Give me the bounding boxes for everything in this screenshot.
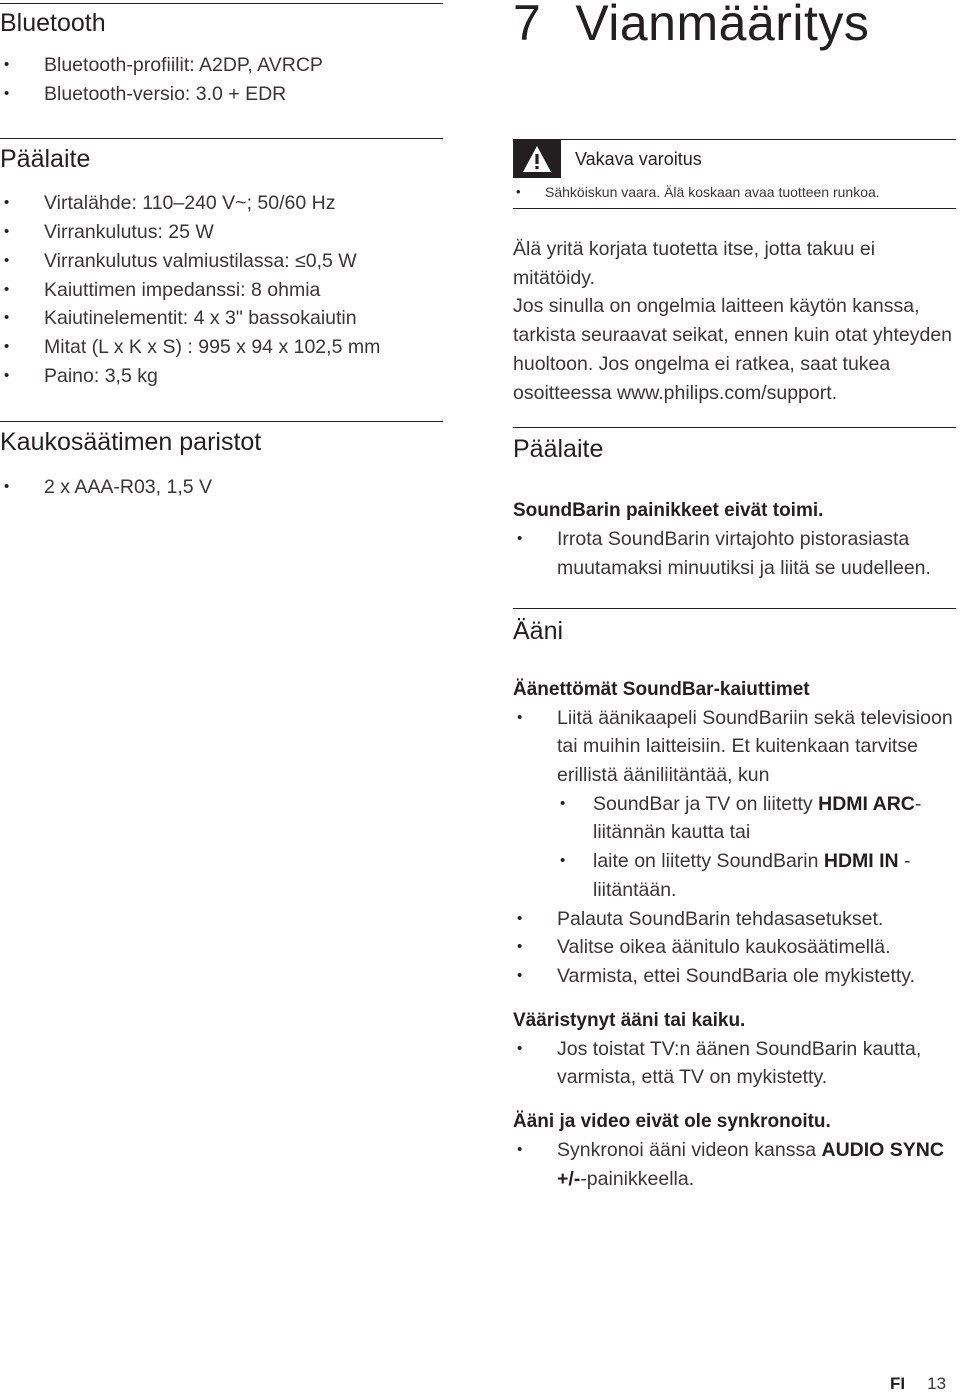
list-item: • Valitse oikea äänitulo kaukosäätimellä. [513,933,956,962]
list-item: • Palauta SoundBarin tehdasasetukset. [513,905,956,934]
list-item: • Kaiuttimen impedanssi: 8 ohmia [0,276,443,305]
list-item: • Bluetooth-versio: 3.0 + EDR [0,80,443,109]
list-item: • Paino: 3,5 kg [0,362,443,391]
intro-paragraph: Jos sinulla on ongelmia laitteen käytön kanssa, tarkista seuraavat seikat, ennen kuin otat yhteyden huoltoon. Jos ongelma ei ratkea, saat tukea osoitteessa www.philips.com/support. [513,295,953,404]
warning-box [513,139,956,209]
section-rule [0,138,443,139]
sub-list-item [557,847,956,904]
solution-list [513,1136,956,1193]
list-item: • Virtalähde: 110–240 V~; 50/60 Hz [0,189,443,218]
list-item: • Jos toistat TV:n äänen SoundBarin kautta, varmista, että TV on mykistetty. [513,1035,956,1092]
right-column [513,0,956,1193]
list-item: • Mitat (L x K x S) : 995 x 94 x 102,5 mm [0,333,443,362]
sub-list-item [557,790,956,847]
text: SoundBar ja TV on liitetty [593,792,819,815]
text: Synkronoi ääni videon kanssa [557,1139,822,1162]
warning-header [513,140,956,178]
problem-heading: Ääni ja video eivät ole synkronoitu. [513,1111,831,1133]
list-item: • Irrota SoundBarin virtajohto pistorasiasta muutamaksi minuutiksi ja liitä se uudelleen. [513,525,956,582]
section-rule [513,427,956,428]
chapter-number: 7 [513,0,542,51]
main-unit-list [0,189,443,390]
list-item: • Kaiutinelementit: 4 x 3" bassokaiutin [0,304,443,333]
solution-list [513,1035,956,1092]
warning-icon [513,140,561,178]
page-footer [890,1372,946,1396]
text: -painikkeella. [580,1167,695,1190]
chapter-title [513,0,956,51]
bold-text: HDMI IN [823,850,899,873]
list-item-text: Liitä äänikaapeli SoundBariin sekä televisioon tai muihin laitteisiin. Et kuitenkaan tarvitse erillistä ääniliitäntää, kun [557,706,953,787]
problem-heading: Äänettömät SoundBar-kaiuttimet [513,678,810,700]
section-title-main-unit: Päälaite [0,145,91,174]
section-title-bluetooth: Bluetooth [0,9,106,37]
warning-list [513,178,956,208]
list-item: • Virrankulutus: 25 W [0,218,443,247]
text: -liitännän kautta tai [593,792,922,844]
remote-list [0,473,443,502]
text: laite on liitetty SoundBarin [593,850,824,873]
bold-text: HDMI ARC [818,792,915,815]
text: -liitäntään. [593,850,911,901]
chapter-name: Vianmääritys [575,0,870,51]
section-rule [0,3,443,4]
solution-list [513,704,956,991]
bold-text: AUDIO SYNC +/- [557,1139,944,1190]
list-item: • Sähköiskun vaara. Älä koskaan avaa tuotteen runkoa. [513,182,956,202]
list-item: • Varmista, ettei SoundBaria ole mykistetty. [513,962,956,991]
problem-heading: SoundBarin painikkeet eivät toimi. [513,500,824,522]
warning-title: Vakava varoitus [575,148,702,169]
problem-heading: Vääristynyt ääni tai kaiku. [513,1009,746,1031]
solution-list [513,525,956,582]
intro-paragraph: Älä yritä korjata tuotetta itse, jotta takuu ei mitätöidy. [513,238,876,289]
sub-list [557,790,956,905]
page-number: 13 [927,1374,947,1393]
section-rule [513,608,956,609]
list-item [513,1136,956,1193]
left-column [0,0,443,502]
section-title-main-unit: Päälaite [513,435,604,464]
section-title-remote: Kaukosäätimen paristot [0,428,262,457]
list-item: • 2 x AAA-R03, 1,5 V [0,473,443,502]
list-item [513,704,956,905]
language-code: FI [890,1374,906,1393]
section-rule [0,421,443,422]
section-title-sound: Ääni [513,616,564,645]
list-item: • Virrankulutus valmiustilassa: ≤0,5 W [0,247,443,276]
bluetooth-list [0,51,443,108]
list-item: • Bluetooth-profiilit: A2DP, AVRCP [0,51,443,80]
